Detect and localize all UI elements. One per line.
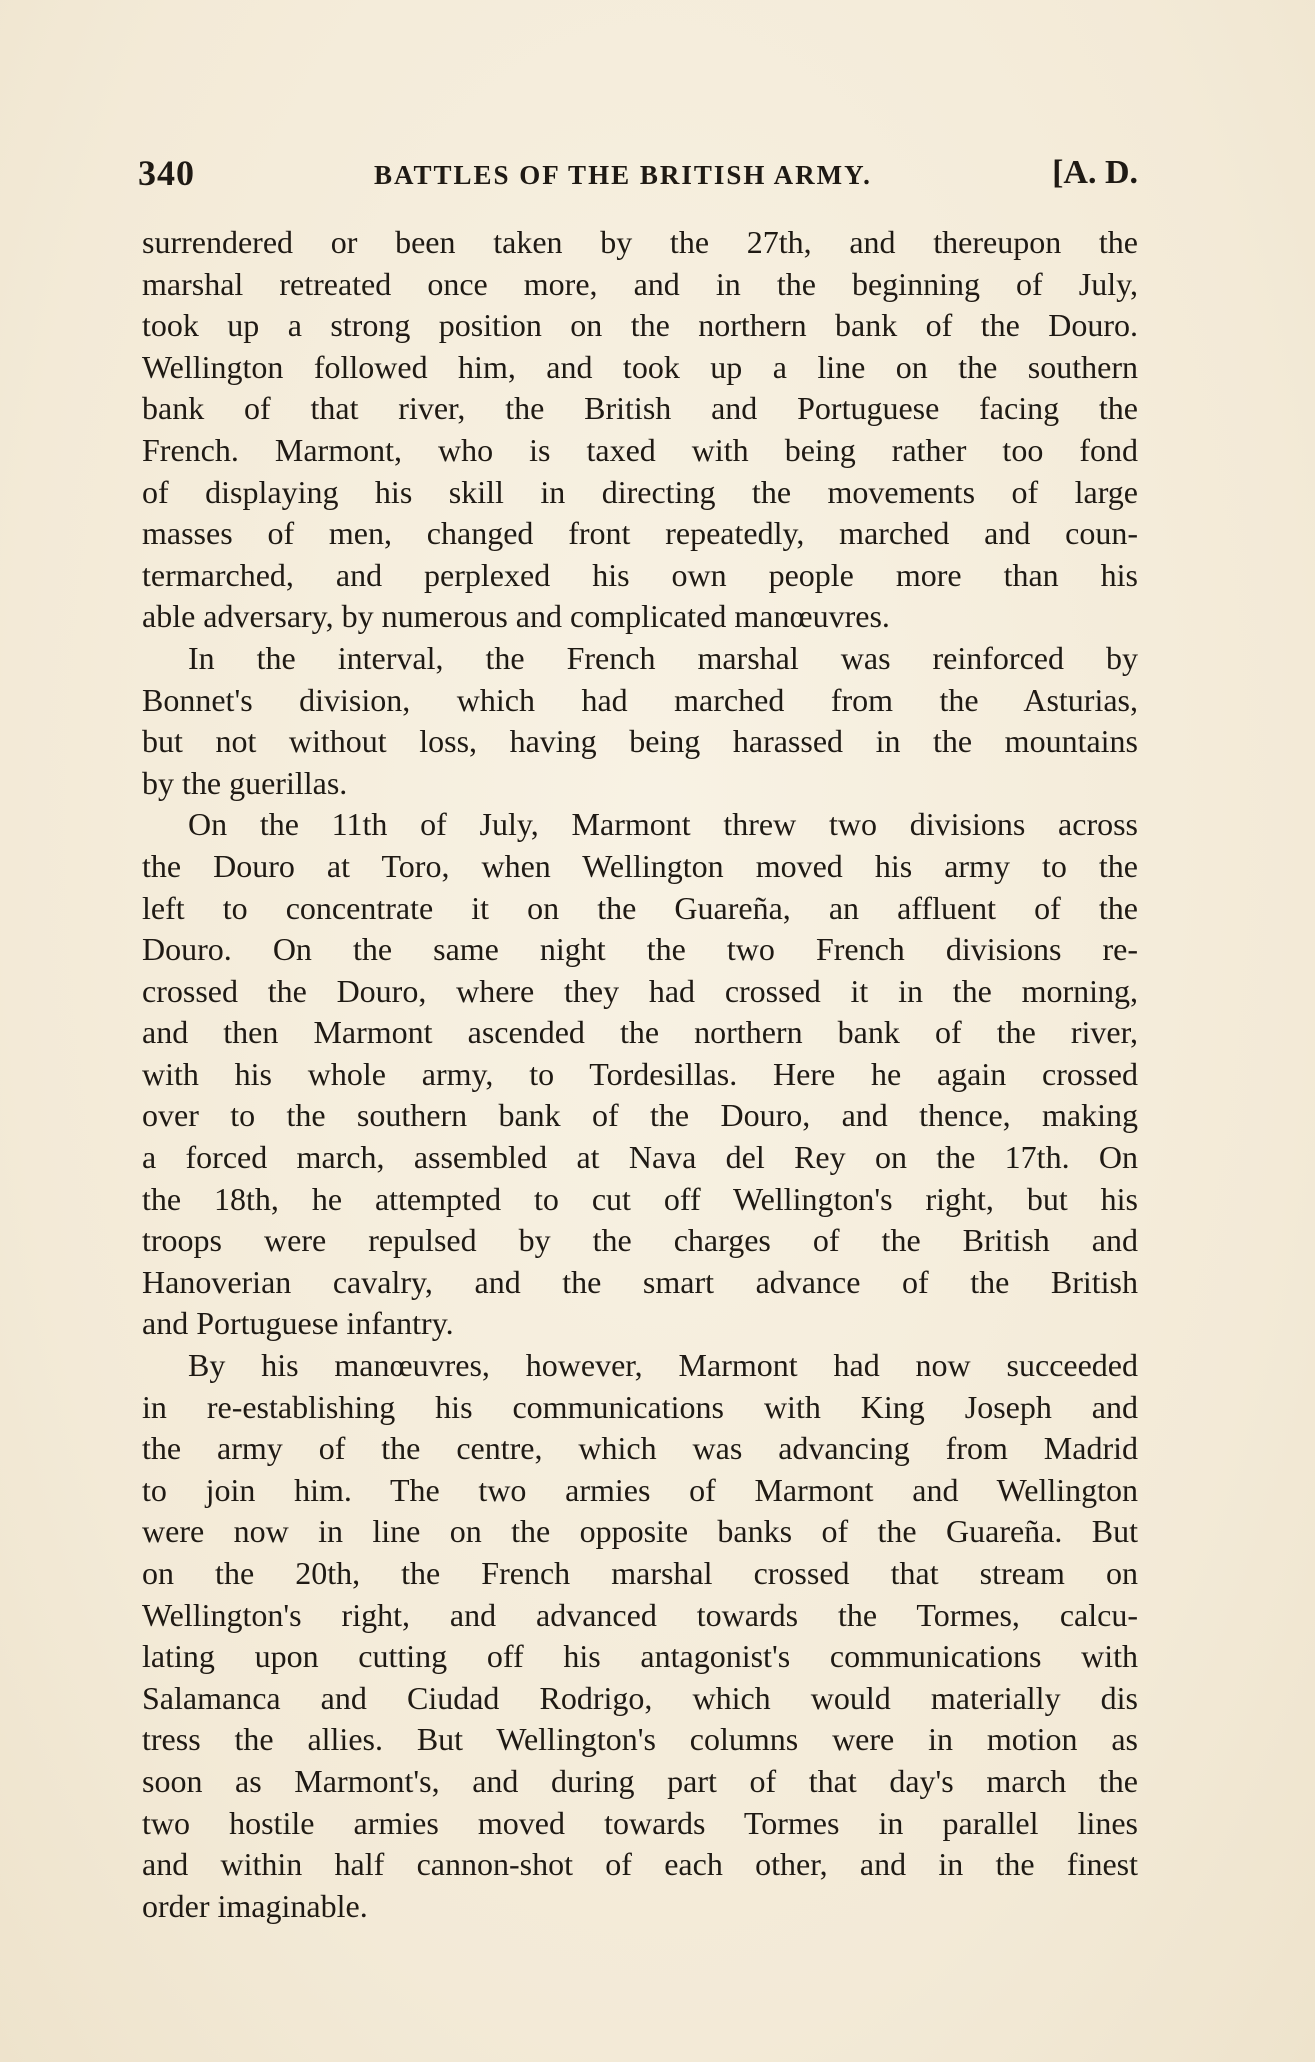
text-line: to join him. The two armies of Marmont and Wellington — [142, 1471, 1138, 1508]
text-line: Douro. On the same night the two French divisions re- — [142, 931, 1138, 968]
text-line: order imaginable. — [142, 1887, 368, 1924]
text-line: two hostile armies moved towards Tormes in parallel lines — [142, 1804, 1138, 1841]
text-line: and within half cannon-shot of each other, and in the finest — [142, 1846, 1138, 1883]
text-line: bank of that river, the British and Portuguese facing the — [142, 390, 1138, 427]
text-line: and Portuguese infantry. — [142, 1305, 454, 1342]
text-line: a forced march, assembled at Nava del Rey on the 17th. On — [142, 1139, 1138, 1176]
text-line: were now in line on the opposite banks of the Guareña. But — [142, 1513, 1138, 1550]
text-line: In the interval, the French marshal was reinforced by — [188, 639, 1138, 676]
text-line: surrendered or been taken by the 27th, and thereupon the — [142, 224, 1138, 260]
text-line: the Douro at Toro, when Wellington moved his army to the — [142, 847, 1138, 884]
text-line: with his whole army, to Tordesillas. Here he again crossed — [142, 1055, 1138, 1092]
text-line: On the 11th of July, Marmont threw two divisions across — [188, 806, 1138, 843]
text-line: but not without loss, having being harassed in the mountains — [142, 723, 1138, 760]
text-line: Bonnet's division, which had marched from the Asturias, — [142, 681, 1138, 718]
page-number: 340 — [138, 153, 195, 193]
running-date: [A. D. — [1052, 154, 1138, 191]
text-line: lating upon cutting off his antagonist's communications with — [142, 1638, 1138, 1675]
text-line: in re-establishing his communications with King Joseph and — [142, 1388, 1138, 1425]
text-line: on the 20th, the French marshal crossed that stream on — [142, 1555, 1138, 1591]
text-line: took up a strong position on the northern bank of the Douro. — [142, 307, 1138, 344]
text-line: French. Marmont, who is taxed with being rather too fond — [142, 431, 1138, 468]
text-line: by the guerillas. — [142, 764, 348, 801]
text-line: Wellington followed him, and took up a line on the southern — [142, 348, 1138, 385]
text-line: masses of men, changed front repeatedly, marched and coun- — [142, 515, 1138, 552]
text-line: Wellington's right, and advanced towards the Tormes, calcu- — [142, 1596, 1138, 1633]
page-header — [138, 152, 1138, 192]
text-line: the 18th, he attempted to cut off Wellington's right, but his — [142, 1180, 1138, 1217]
text-line: Salamanca and Ciudad Rodrigo, which would materially dis — [142, 1679, 1138, 1716]
text-line: and then Marmont ascended the northern bank of the river, — [142, 1014, 1138, 1051]
body-text — [142, 222, 1138, 1927]
text-line: left to concentrate it on the Guareña, an affluent of the — [142, 889, 1138, 926]
text-line: of displaying his skill in directing the movements of large — [142, 473, 1138, 510]
text-line: the army of the centre, which was advancing from Madrid — [142, 1430, 1138, 1467]
text-line: termarched, and perplexed his own people more than his — [142, 556, 1138, 593]
text-line: soon as Marmont's, and during part of that day's march the — [142, 1762, 1138, 1799]
text-line: marshal retreated once more, and in the beginning of July, — [142, 265, 1138, 302]
text-line: crossed the Douro, where they had crossed it in the morning, — [142, 972, 1138, 1009]
text-line: Hanoverian cavalry, and the smart advance of the British — [142, 1263, 1138, 1300]
running-title: BATTLES OF THE BRITISH ARMY. — [374, 160, 872, 190]
text-line: tress the allies. But Wellington's columns were in motion as — [142, 1721, 1138, 1758]
text-line: troops were repulsed by the charges of the British and — [142, 1222, 1138, 1259]
text-line: over to the southern bank of the Douro, and thence, making — [142, 1097, 1138, 1134]
text-line: able adversary, by numerous and complicated manœuvres. — [142, 598, 890, 635]
text-line: By his manœuvres, however, Marmont had now succeeded — [188, 1347, 1138, 1384]
